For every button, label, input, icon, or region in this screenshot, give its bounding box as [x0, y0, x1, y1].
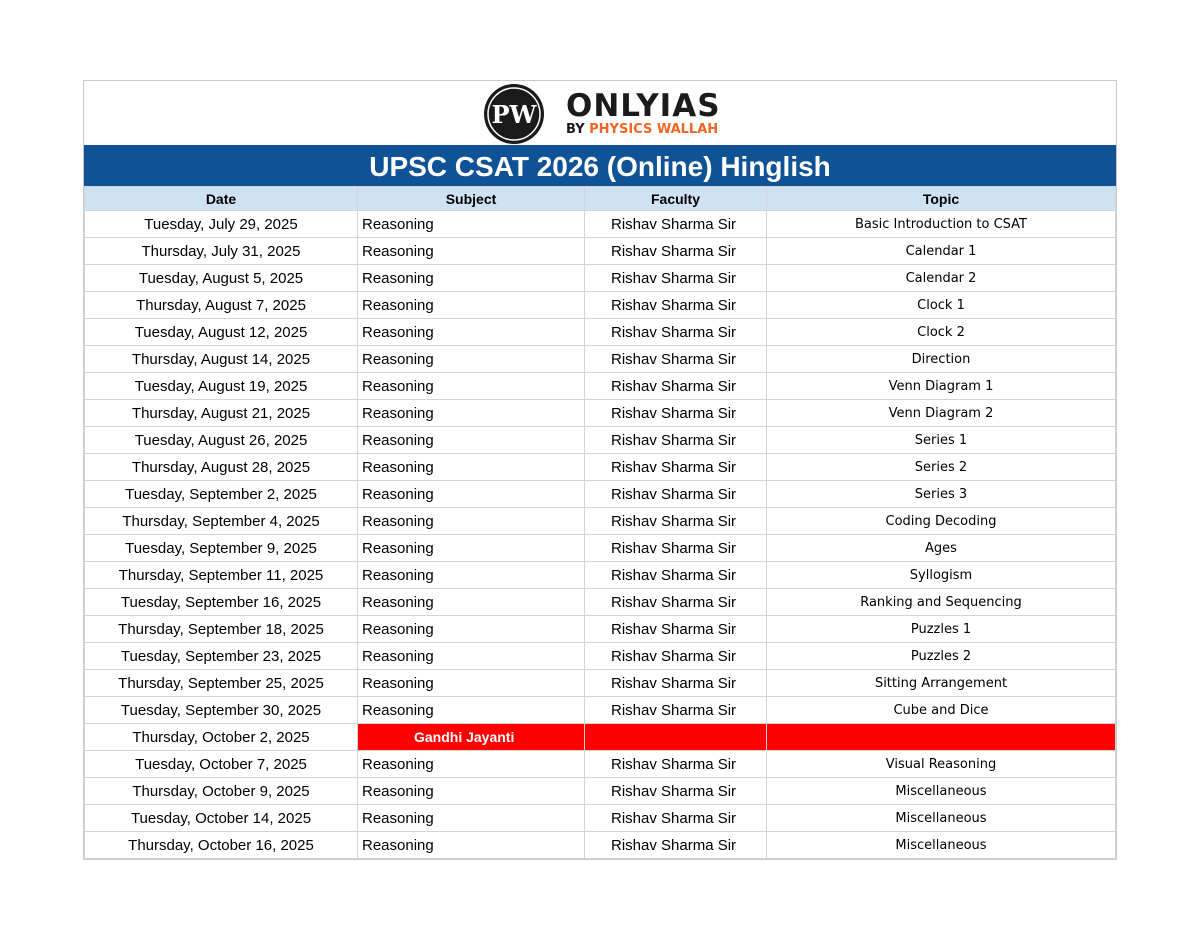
cell-date: Tuesday, September 9, 2025 — [85, 535, 358, 562]
cell-subject: Reasoning — [358, 751, 585, 778]
cell-topic: Venn Diagram 1 — [767, 373, 1116, 400]
cell-date: Tuesday, August 26, 2025 — [85, 427, 358, 454]
pw-logo-icon — [483, 83, 545, 145]
cell-topic: Miscellaneous — [767, 832, 1116, 859]
cell-date: Thursday, August 21, 2025 — [85, 400, 358, 427]
table-row — [85, 265, 1116, 292]
cell-topic: Visual Reasoning — [767, 751, 1116, 778]
cell-faculty: Rishav Sharma Sir — [585, 535, 767, 562]
cell-faculty: Rishav Sharma Sir — [585, 643, 767, 670]
cell-topic: Calendar 1 — [767, 238, 1116, 265]
table-row — [85, 400, 1116, 427]
table-row — [85, 778, 1116, 805]
cell-subject: Reasoning — [358, 643, 585, 670]
schedule-sheet — [83, 80, 1117, 860]
table-row — [85, 454, 1116, 481]
cell-topic: Series 2 — [767, 454, 1116, 481]
cell-subject: Reasoning — [358, 535, 585, 562]
cell-topic: Coding Decoding — [767, 508, 1116, 535]
cell-topic: Ranking and Sequencing — [767, 589, 1116, 616]
cell-date: Thursday, October 16, 2025 — [85, 832, 358, 859]
cell-date: Thursday, August 14, 2025 — [85, 346, 358, 373]
brand-name: ONLYIAS — [566, 88, 721, 124]
cell-date: Thursday, October 2, 2025 — [85, 724, 358, 751]
table-row — [85, 373, 1116, 400]
cell-faculty: Rishav Sharma Sir — [585, 616, 767, 643]
cell-faculty: Rishav Sharma Sir — [585, 751, 767, 778]
cell-date: Thursday, August 28, 2025 — [85, 454, 358, 481]
cell-date: Thursday, October 9, 2025 — [85, 778, 358, 805]
cell-topic: Basic Introduction to CSAT — [767, 211, 1116, 238]
cell-faculty: Rishav Sharma Sir — [585, 805, 767, 832]
cell-subject: Reasoning — [358, 481, 585, 508]
cell-date: Thursday, August 7, 2025 — [85, 292, 358, 319]
cell-faculty: Rishav Sharma Sir — [585, 508, 767, 535]
cell-faculty: Rishav Sharma Sir — [585, 562, 767, 589]
cell-topic: Sitting Arrangement — [767, 670, 1116, 697]
cell-subject: Reasoning — [358, 238, 585, 265]
table-row — [85, 292, 1116, 319]
cell-faculty: Rishav Sharma Sir — [585, 778, 767, 805]
cell-faculty: Rishav Sharma Sir — [585, 589, 767, 616]
cell-topic: Calendar 2 — [767, 265, 1116, 292]
brand-subtitle — [566, 123, 721, 137]
cell-subject: Reasoning — [358, 319, 585, 346]
brand-sub-prefix: BY — [566, 122, 590, 137]
cell-subject: Reasoning — [358, 400, 585, 427]
cell-faculty: Rishav Sharma Sir — [585, 238, 767, 265]
cell-faculty: Rishav Sharma Sir — [585, 400, 767, 427]
table-body — [85, 211, 1116, 859]
table-row — [85, 562, 1116, 589]
cell-faculty: Rishav Sharma Sir — [585, 481, 767, 508]
cell-topic: Cube and Dice — [767, 697, 1116, 724]
table-row — [85, 346, 1116, 373]
pw-logo-initials: PW — [491, 100, 537, 129]
cell-date: Tuesday, October 14, 2025 — [85, 805, 358, 832]
cell-subject: Reasoning — [358, 616, 585, 643]
cell-faculty: Rishav Sharma Sir — [585, 454, 767, 481]
cell-date: Tuesday, September 30, 2025 — [85, 697, 358, 724]
cell-subject: Reasoning — [358, 373, 585, 400]
cell-topic: Clock 1 — [767, 292, 1116, 319]
holiday-row — [85, 724, 1116, 751]
table-row — [85, 427, 1116, 454]
cell-topic: Series 1 — [767, 427, 1116, 454]
cell-date: Thursday, September 4, 2025 — [85, 508, 358, 535]
cell-subject: Reasoning — [358, 697, 585, 724]
cell-faculty: Rishav Sharma Sir — [585, 832, 767, 859]
cell-holiday-faculty — [585, 724, 767, 751]
column-header-topic: Topic — [767, 187, 1116, 211]
table-header-row — [85, 187, 1116, 211]
cell-date: Thursday, July 31, 2025 — [85, 238, 358, 265]
cell-date: Thursday, September 18, 2025 — [85, 616, 358, 643]
table-row — [85, 670, 1116, 697]
cell-faculty: Rishav Sharma Sir — [585, 427, 767, 454]
logo-row — [84, 81, 1116, 145]
cell-subject: Reasoning — [358, 211, 585, 238]
cell-faculty: Rishav Sharma Sir — [585, 697, 767, 724]
cell-date: Tuesday, September 2, 2025 — [85, 481, 358, 508]
cell-date: Tuesday, August 5, 2025 — [85, 265, 358, 292]
cell-topic: Puzzles 1 — [767, 616, 1116, 643]
cell-subject: Reasoning — [358, 805, 585, 832]
cell-date: Thursday, September 25, 2025 — [85, 670, 358, 697]
cell-faculty: Rishav Sharma Sir — [585, 670, 767, 697]
table-row — [85, 616, 1116, 643]
cell-subject: Reasoning — [358, 427, 585, 454]
cell-topic: Series 3 — [767, 481, 1116, 508]
cell-date: Tuesday, September 16, 2025 — [85, 589, 358, 616]
table-row — [85, 697, 1116, 724]
cell-subject: Reasoning — [358, 454, 585, 481]
table-row — [85, 643, 1116, 670]
schedule-table — [84, 186, 1116, 859]
column-header-subject: Subject — [358, 187, 585, 211]
column-header-faculty: Faculty — [585, 187, 767, 211]
cell-subject: Reasoning — [358, 346, 585, 373]
cell-topic: Clock 2 — [767, 319, 1116, 346]
table-row — [85, 319, 1116, 346]
cell-topic: Miscellaneous — [767, 778, 1116, 805]
cell-subject: Reasoning — [358, 508, 585, 535]
cell-faculty: Rishav Sharma Sir — [585, 319, 767, 346]
cell-subject: Reasoning — [358, 832, 585, 859]
table-row — [85, 832, 1116, 859]
cell-subject: Reasoning — [358, 589, 585, 616]
brand-logo — [566, 89, 721, 137]
cell-date: Tuesday, September 23, 2025 — [85, 643, 358, 670]
table-row — [85, 751, 1116, 778]
table-row — [85, 535, 1116, 562]
cell-topic: Miscellaneous — [767, 805, 1116, 832]
cell-topic: Venn Diagram 2 — [767, 400, 1116, 427]
cell-topic: Syllogism — [767, 562, 1116, 589]
cell-faculty: Rishav Sharma Sir — [585, 373, 767, 400]
cell-subject: Reasoning — [358, 265, 585, 292]
cell-faculty: Rishav Sharma Sir — [585, 346, 767, 373]
cell-faculty: Rishav Sharma Sir — [585, 265, 767, 292]
cell-holiday-topic — [767, 724, 1116, 751]
cell-topic: Puzzles 2 — [767, 643, 1116, 670]
brand-sub-highlight: PHYSICS WALLAH — [589, 122, 719, 137]
cell-subject: Reasoning — [358, 562, 585, 589]
cell-date: Thursday, September 11, 2025 — [85, 562, 358, 589]
table-row — [85, 211, 1116, 238]
table-row — [85, 589, 1116, 616]
cell-faculty: Rishav Sharma Sir — [585, 292, 767, 319]
cell-date: Tuesday, October 7, 2025 — [85, 751, 358, 778]
table-row — [85, 238, 1116, 265]
cell-faculty: Rishav Sharma Sir — [585, 211, 767, 238]
cell-subject: Reasoning — [358, 292, 585, 319]
cell-topic: Ages — [767, 535, 1116, 562]
cell-date: Tuesday, August 19, 2025 — [85, 373, 358, 400]
cell-holiday: Gandhi Jayanti — [358, 724, 585, 751]
table-row — [85, 481, 1116, 508]
table-row — [85, 805, 1116, 832]
cell-date: Tuesday, July 29, 2025 — [85, 211, 358, 238]
table-row — [85, 508, 1116, 535]
cell-date: Tuesday, August 12, 2025 — [85, 319, 358, 346]
cell-subject: Reasoning — [358, 670, 585, 697]
page-title: UPSC CSAT 2026 (Online) Hinglish — [84, 145, 1116, 186]
cell-topic: Direction — [767, 346, 1116, 373]
column-header-date: Date — [85, 187, 358, 211]
cell-subject: Reasoning — [358, 778, 585, 805]
